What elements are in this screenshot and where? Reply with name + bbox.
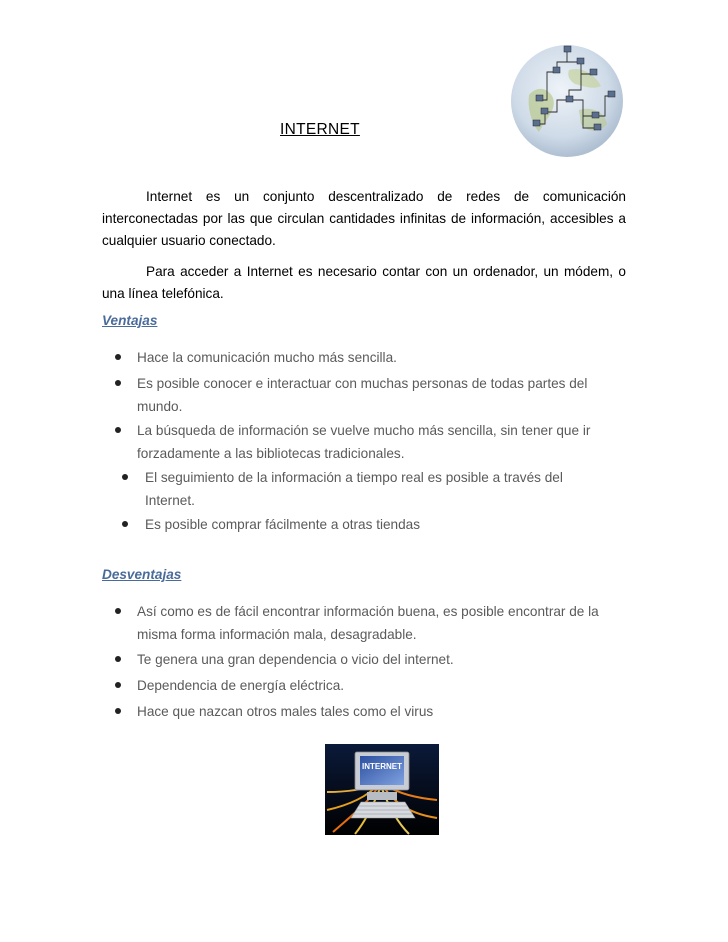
bullet-icon [115, 354, 121, 360]
bullet-icon [115, 708, 121, 714]
bullet-icon [115, 380, 121, 386]
list-item: El seguimiento de la información a tiempo real es posible a través del Internet. [145, 470, 563, 508]
ventajas-heading: Ventajas [102, 313, 158, 328]
list-item: Es posible comprar fácilmente a otras tiendas [145, 517, 421, 532]
network-globe-icon [509, 40, 625, 158]
bullet-icon [115, 427, 121, 433]
list-item: Hace la comunicación mucho más sencilla. [137, 350, 397, 365]
bullet-icon [115, 608, 121, 614]
list-item: Dependencia de energía eléctrica. [137, 678, 345, 693]
list-item: Hace que nazcan otros males tales como el virus [137, 704, 434, 719]
bullet-icon [122, 474, 128, 480]
list-item: La búsqueda de información se vuelve mucho más sencilla, sin tener que ir forzadamente a las bibliotecas tradicionales. [137, 423, 591, 461]
computer-screen-label: INTERNET [362, 762, 402, 771]
list-item: Te genera una gran dependencia o vicio del internet. [137, 652, 454, 667]
internet-computer-icon [325, 744, 439, 835]
desventajas-heading: Desventajas [102, 567, 182, 582]
list-item: Es posible conocer e interactuar con muchas personas de todas partes del mundo. [137, 376, 588, 414]
bullet-icon [115, 656, 121, 662]
page-title: INTERNET [280, 121, 360, 138]
paragraph-intro: Internet es un conjunto descentralizado de redes de comunicación interconectadas por las que circulan cantidades infinitas de información, accesibles a cualquier usuario conectado. [102, 189, 626, 248]
bullet-icon [122, 521, 128, 527]
list-item: Así como es de fácil encontrar información buena, es posible encontrar de la misma forma información mala, desagradable. [137, 604, 599, 642]
bullet-icon [115, 682, 121, 688]
paragraph-access: Para acceder a Internet es necesario contar con un ordenador, un módem, o una línea telefónica. [102, 264, 626, 301]
